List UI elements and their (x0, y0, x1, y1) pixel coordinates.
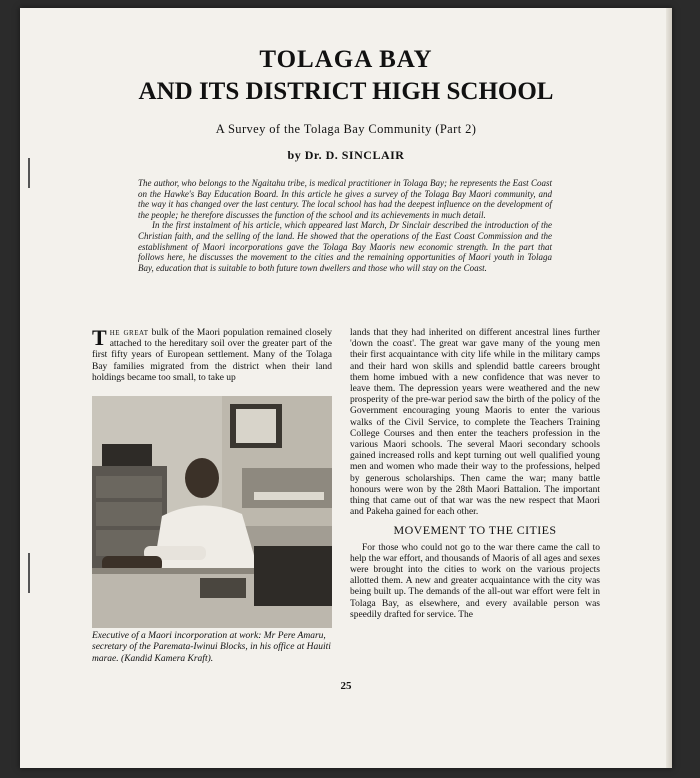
section-heading: MOVEMENT TO THE CITIES (393, 523, 557, 538)
article-title-line1: TOLAGA BAY (259, 46, 433, 73)
article-title-line2: AND ITS DISTRICT HIGH SCHOOL (138, 78, 554, 105)
intro-block (138, 178, 552, 273)
margin-mark (28, 553, 30, 593)
photo-illustration (92, 396, 332, 628)
article-subtitle: A Survey of the Tolaga Bay Community (Part 2) (215, 122, 477, 136)
right-column (350, 328, 600, 621)
article-byline: by Dr. D. SINCLAIR (287, 148, 405, 162)
magazine-page (20, 8, 672, 768)
intro-paragraph-1: The author, who belongs to the Ngaitahu tribe, is medical practitioner in Tolaga Bay; he represents the East Coast on the Hawke's Bay Education Board. In this article he gives a survey of the Tolaga Bay Maori community, and the way it has changed over the last century. The local school has had the deepest influence on the development of the people; he therefore discusses the function of the school and its achievements in much detail. (138, 178, 552, 220)
left-body-text: bulk of the Maori population remained closely attached to the hereditary soil over the greater part of the first fifty years of European settlement. Many of the Tolaga Bay families migrated from the district when their land holdings became too small, to take up (92, 328, 333, 383)
left-column-text (92, 325, 333, 384)
photo-caption: Executive of a Maori incorporation at work: Mr Pere Amaru, secretary of the Paremata-Iwinui Blocks, in his office at Hauiti marae. (Kandid Kamera Kraft). (92, 631, 331, 664)
intro-paragraph-2: In the first instalment of his article, which appeared last March, Dr Sinclair described the introduction of the Christian faith, and the selling of the land. He showed that the operations of the East Coast Commission and the establishment of Maori incorporations gave the Tolaga Bay Maoris new economic strength. In the part that follows here, he discusses the movement to the cities and the remaining opportunities of Maori youth in Tolaga Bay, education that is suitable to both future town dwellers and those who will stay on the Coast. (138, 220, 552, 273)
office-photo (92, 396, 332, 628)
left-column (92, 325, 333, 384)
right-column-text-2: For those who could not go to the war there came the call to help the war effort, and thousands of Maoris of all ages and sexes were brought into the cities to work on the various projects allotted them. A new and greater acquaintance with the city was being built up. The demands of the all-out war effort were felt in Tolaga Bay, as elsewhere, and every available person was speedily drafted for service. The (350, 542, 600, 620)
page-number: 25 (340, 680, 352, 692)
drop-cap: T (92, 325, 107, 350)
lead-words: he great (109, 328, 149, 338)
right-column-text: lands that they had inherited on different ancestral lines further 'down the coast'. The great war gave many of the young men their first acquaintance with city life while in the military camps and their hard won skills and splendid battle careers brought them home imbued with a new confidence that was never to leave them. The depression years were weathered and the new prosperity of the pre-war period saw the birth of the policy of the Government encouraging young Maoris to enter the various walks of the Civil Service, to complete the Teachers Training College Courses and then enter the teachers profession in the various Maori schools. The several Maori secondary schools gained increased rolls and kept turning out well qualified young men and women who made their way to the professions, helped by generous scholarships. Then came the war; many battle honours were won by the 28th Maori Battalion. The important thing that came out of that war was the new respect that Maori and Pakeha gained for each other. (350, 328, 600, 518)
